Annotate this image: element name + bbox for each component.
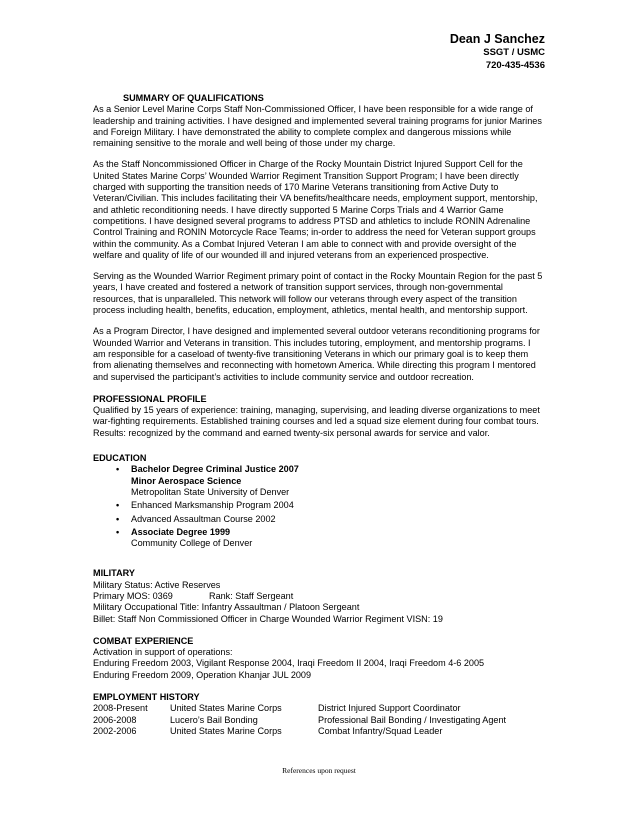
military-rank: Rank: Staff Sergeant (209, 590, 294, 601)
profile-heading: PROFESSIONAL PROFILE (93, 393, 207, 404)
employment-years: 2008-Present (93, 703, 148, 714)
education-course: Advanced Assaultman Course 2002 (131, 513, 276, 524)
employment-role: Professional Bail Bonding / Investigating Agent (318, 714, 507, 725)
education-item (93, 464, 545, 475)
applicant-rank: SSGT / USMC (483, 47, 545, 58)
education-minor: Minor Aerospace Science (131, 475, 242, 486)
employment-row (93, 703, 545, 714)
military-heading: MILITARY (93, 568, 135, 579)
bullet-icon: • (116, 464, 120, 475)
military-mos: Primary MOS: 0369 (93, 590, 173, 601)
resume-body (93, 93, 545, 737)
education-degree: Associate Degree 1999 (131, 526, 231, 537)
summary-paragraph: As a Program Director, I have designed and implemented several outdoor veterans reconditioning programs for Wounded Warrior and Veterans in transition. This includes tutoring, employment, and mentorship programs. I am responsible for a caseload of twenty-five transitioning Veterans in which our primary goal is to keep them from alienating themselves and reconnecting with hometown America. While directing this program I mentored and supervised the participant’s activities to include community service and outdoor recreation. (93, 326, 540, 382)
applicant-phone: 720-435-4536 (485, 60, 545, 71)
military-billet: Billet: Staff Non Commissioned Officer in Charge Wounded Warrior Regiment VISN: 19 (93, 613, 443, 624)
education-item (93, 514, 545, 525)
bullet-icon: • (116, 526, 120, 537)
employment-employer: United States Marine Corps (170, 703, 282, 714)
employment-heading: EMPLOYMENT HISTORY (93, 692, 200, 703)
employment-row (93, 726, 545, 737)
education-item (93, 500, 545, 511)
employment-row (93, 715, 545, 726)
employment-role: Combat Infantry/Squad Leader (318, 725, 443, 736)
profile-text: Qualified by 15 years of experience: training, managing, supervising, and leading diverse organizations to meet war-fighting requirements. Established training courses and led a squad size element during four combat tours. Results: recognized by the command and earned twenty-six personal awards for service and valor. (93, 405, 540, 438)
bullet-icon: • (116, 500, 120, 511)
military-mos-row (93, 591, 545, 602)
summary-paragraph: As a Senior Level Marine Corps Staff Non-Commissioned Officer, I have been responsible for a wide range of leadership and training activities. I have designed and implemented several training programs for junior Marines and Foreign Military. I have demonstrated the ability to complete complex and dangerous missions while remaining sensitive to the morale and well being of those under my charge. (93, 104, 542, 149)
summary-paragraph: As the Staff Noncommissioned Officer in Charge of the Rocky Mountain District Injured Support Cell for the United States Marine Corps’ Wounded Warrior Regiment Transition Support Program; I have been directly charged with supporting the transition needs of 170 Marine Veterans transitioning from Active Duty to Veteran/Civilian. This includes facilitating their VA benefits/healthcare needs, employment support, mentorship, and athletic reconditioning needs. I have directly supported 5 Marine Corps Trials and 4 Warrior Game competitions. I have designed several programs to address PTSD and athletics to include RONIN Adrenaline Control Training and RONIN Motorcycle Race Teams; in-order to address the need for Veteran support groups within the community. As a Combat Injured Veteran I am able to connect with and provide oversight of the welfare and quality of life of our wounded ill and injured veterans from an experienced prospective. (93, 159, 538, 260)
employment-employer: Lucero’s Bail Bonding (170, 714, 258, 725)
education-school: Community College of Denver (131, 538, 253, 549)
employment-employer: United States Marine Corps (170, 725, 282, 736)
education-course: Enhanced Marksmanship Program 2004 (131, 500, 294, 511)
summary-paragraph: Serving as the Wounded Warrior Regiment primary point of contact in the Rocky Mountain Region for the past 5 years, I have created and fostered a network of transition support services, through non-governmental resources, that is unparalleled. This network will follow our veterans through every aspect of the transition process including health, benefits, education, employment, athletics, mental health, and mentorship support. (93, 271, 543, 316)
employment-years: 2006-2008 (93, 714, 137, 725)
applicant-name: Dean J Sanchez (449, 32, 545, 46)
military-status: Military Status: Active Reserves (93, 579, 221, 590)
bullet-icon: • (116, 513, 120, 524)
summary-heading: SUMMARY OF QUALIFICATIONS (123, 93, 264, 103)
education-degree: Bachelor Degree Criminal Justice 2007 (131, 464, 299, 475)
education-item (93, 527, 545, 538)
employment-role: District Injured Support Coordinator (318, 703, 461, 714)
references-note: References upon request (282, 766, 356, 775)
combat-line: Activation in support of operations: (93, 647, 233, 658)
combat-heading: COMBAT EXPERIENCE (93, 635, 194, 646)
military-title: Military Occupational Title: Infantry Assaultman / Platoon Sergeant (93, 602, 360, 613)
education-school: Metropolitan State University of Denver (131, 486, 290, 497)
resume-header (450, 32, 545, 72)
combat-line: Enduring Freedom 2009, Operation Khanjar JUL 2009 (93, 669, 312, 680)
combat-line: Enduring Freedom 2003, Vigilant Response 2004, Iraqi Freedom II 2004, Iraqi Freedom 4-6 2005 (93, 658, 485, 669)
education-heading: EDUCATION (93, 453, 147, 464)
employment-years: 2002-2006 (93, 725, 137, 736)
